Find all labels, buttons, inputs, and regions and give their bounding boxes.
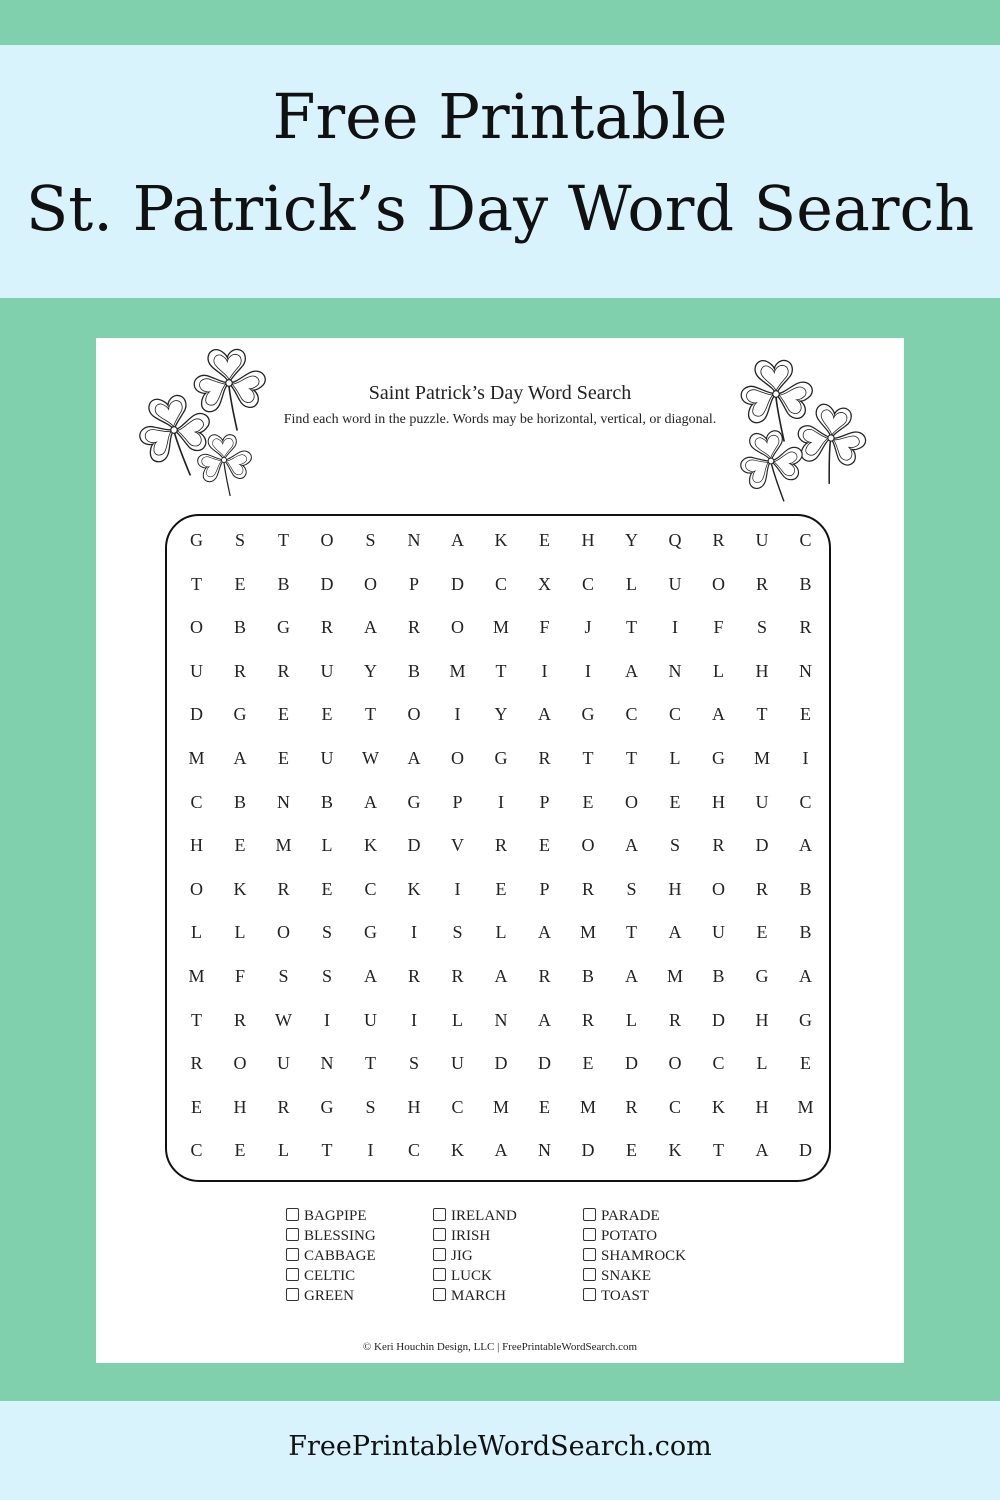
grid-letter: D bbox=[451, 573, 465, 594]
grid-letter: Y bbox=[494, 704, 509, 725]
grid-letter: O bbox=[277, 922, 291, 943]
copyright-footer: © Keri Houchin Design, LLC | FreePrintableWordSearch.com bbox=[362, 1341, 638, 1353]
grid-letter: C bbox=[190, 1140, 204, 1161]
checkbox[interactable] bbox=[433, 1228, 446, 1241]
grid-letter: R bbox=[277, 878, 291, 899]
grid-letter: A bbox=[538, 704, 552, 725]
grid-letter: H bbox=[755, 660, 770, 681]
grid-letter: R bbox=[320, 617, 334, 638]
word-list-item bbox=[433, 1206, 517, 1226]
word-list-item bbox=[583, 1246, 686, 1266]
grid-letter: C bbox=[712, 1053, 726, 1074]
word-label: TOAST bbox=[601, 1288, 650, 1304]
grid-letter: N bbox=[494, 1009, 509, 1030]
grid-letter: I bbox=[411, 922, 418, 943]
grid-letter: D bbox=[712, 1009, 726, 1030]
grid-letter: H bbox=[712, 791, 726, 812]
word-label: CELTIC bbox=[304, 1268, 356, 1284]
word-list-item bbox=[583, 1266, 686, 1286]
grid-letter: G bbox=[494, 748, 509, 768]
grid-letter: S bbox=[365, 1096, 377, 1117]
grid-letter: T bbox=[713, 1140, 725, 1161]
grid-letter: B bbox=[233, 791, 247, 812]
grid-letter: H bbox=[755, 1009, 770, 1030]
grid-letter: M bbox=[188, 748, 206, 768]
grid-letter: G bbox=[320, 1096, 335, 1117]
grid-letter: C bbox=[407, 1140, 421, 1161]
grid-letter: C bbox=[451, 1096, 465, 1117]
grid-letter: M bbox=[579, 922, 597, 943]
word-list-item bbox=[583, 1226, 686, 1246]
grid-letter: T bbox=[321, 1140, 334, 1161]
grid-letter: C bbox=[668, 1096, 682, 1117]
grid-letter: O bbox=[625, 791, 639, 812]
grid-row bbox=[175, 780, 825, 824]
grid-letter: N bbox=[799, 660, 813, 681]
grid-letter: E bbox=[539, 835, 551, 856]
word-list-column bbox=[583, 1206, 686, 1306]
grid-letter: W bbox=[275, 1009, 293, 1030]
grid-letter: E bbox=[669, 791, 682, 812]
grid-letter: E bbox=[626, 1140, 638, 1161]
grid-letter: D bbox=[190, 704, 204, 725]
grid-letter: M bbox=[188, 966, 206, 986]
grid-letter: O bbox=[712, 573, 726, 594]
grid-letter: S bbox=[321, 922, 333, 943]
grid-row bbox=[175, 518, 825, 562]
grid-row bbox=[175, 1041, 825, 1085]
grid-letter: O bbox=[320, 530, 335, 550]
grid-letter: U bbox=[277, 1053, 291, 1074]
grid-letter: C bbox=[799, 791, 813, 812]
checkbox[interactable] bbox=[433, 1248, 446, 1261]
grid-letter: I bbox=[411, 1009, 418, 1030]
checkbox[interactable] bbox=[583, 1288, 596, 1301]
grid-letter: F bbox=[713, 617, 725, 638]
grid-letter: M bbox=[666, 966, 684, 986]
grid-letter: R bbox=[277, 1096, 291, 1117]
grid-letter: R bbox=[712, 835, 726, 856]
grid-letter: U bbox=[320, 660, 335, 681]
grid-letter: U bbox=[190, 660, 204, 681]
grid-letter: T bbox=[365, 1053, 377, 1074]
grid-letter: A bbox=[407, 748, 422, 768]
grid-letter: L bbox=[669, 748, 682, 768]
grid-letter: E bbox=[539, 1096, 551, 1117]
grid-letter: U bbox=[451, 1053, 465, 1074]
word-label: POTATO bbox=[601, 1228, 658, 1244]
grid-letter: D bbox=[581, 1140, 596, 1161]
grid-letter: L bbox=[191, 922, 203, 943]
grid-row bbox=[175, 736, 825, 780]
letter-grid bbox=[175, 518, 825, 1168]
grid-letter: R bbox=[581, 1009, 595, 1030]
grid-letter: A bbox=[668, 922, 683, 943]
grid-letter: P bbox=[539, 791, 551, 812]
grid-letter: M bbox=[753, 748, 771, 768]
grid-letter: N bbox=[668, 660, 683, 681]
grid-letter: R bbox=[625, 1096, 639, 1117]
grid-row bbox=[175, 1128, 825, 1172]
word-label: SHAMROCK bbox=[601, 1248, 687, 1264]
grid-letter: G bbox=[581, 704, 596, 725]
grid-letter: L bbox=[278, 1140, 290, 1161]
grid-letter: Y bbox=[625, 530, 639, 550]
grid-letter: A bbox=[755, 1140, 770, 1161]
word-list-item bbox=[433, 1246, 517, 1266]
grid-letter: D bbox=[320, 573, 335, 594]
checkbox[interactable] bbox=[286, 1228, 299, 1241]
grid-letter: C bbox=[581, 573, 595, 594]
word-list-item bbox=[286, 1246, 376, 1266]
grid-letter: M bbox=[492, 617, 510, 638]
grid-letter: E bbox=[234, 1140, 247, 1161]
grid-letter: L bbox=[321, 835, 334, 856]
grid-letter: E bbox=[321, 704, 334, 725]
grid-letter: H bbox=[668, 878, 683, 899]
grid-letter: A bbox=[712, 704, 726, 725]
word-label: BLESSING bbox=[304, 1228, 376, 1244]
grid-letter: O bbox=[712, 878, 726, 899]
grid-letter: D bbox=[407, 835, 422, 856]
grid-letter: E bbox=[800, 1053, 812, 1074]
word-list-item bbox=[286, 1226, 376, 1246]
grid-letter: S bbox=[321, 966, 333, 986]
grid-letter: T bbox=[626, 922, 638, 943]
checkbox[interactable] bbox=[286, 1208, 299, 1221]
grid-letter: O bbox=[233, 1053, 248, 1074]
grid-letter: C bbox=[668, 704, 682, 725]
word-label: BAGPIPE bbox=[304, 1208, 367, 1224]
grid-letter: L bbox=[756, 1053, 769, 1074]
grid-letter: K bbox=[712, 1096, 726, 1117]
grid-letter: A bbox=[625, 966, 639, 986]
grid-letter: I bbox=[802, 748, 810, 768]
grid-letter: S bbox=[452, 922, 464, 943]
grid-letter: D bbox=[494, 1053, 509, 1074]
grid-letter: T bbox=[582, 748, 595, 768]
sheet-instructions: Find each word in the puzzle. Words may be horizontal, vertical, or diagonal. bbox=[283, 412, 717, 427]
grid-letter: N bbox=[320, 1053, 335, 1074]
grid-letter: E bbox=[278, 748, 290, 768]
grid-letter: G bbox=[364, 922, 378, 943]
word-label: PARADE bbox=[601, 1208, 660, 1224]
grid-letter: G bbox=[755, 966, 770, 986]
grid-letter: T bbox=[756, 704, 769, 725]
grid-letter: R bbox=[712, 530, 726, 550]
grid-letter: T bbox=[191, 573, 203, 594]
grid-letter: B bbox=[799, 573, 813, 594]
grid-letter: W bbox=[362, 748, 380, 768]
grid-letter: B bbox=[233, 617, 247, 638]
grid-letter: O bbox=[364, 573, 378, 594]
grid-row bbox=[175, 605, 825, 649]
grid-letter: D bbox=[625, 1053, 639, 1074]
grid-letter: G bbox=[712, 748, 726, 768]
grid-letter: U bbox=[712, 922, 726, 943]
checkbox[interactable] bbox=[583, 1248, 596, 1261]
grid-letter: B bbox=[581, 966, 595, 986]
grid-letter: L bbox=[713, 660, 725, 681]
grid-letter: I bbox=[541, 660, 549, 681]
grid-letter: O bbox=[407, 704, 422, 725]
grid-letter: U bbox=[668, 573, 683, 594]
grid-letter: R bbox=[538, 966, 552, 986]
grid-letter: R bbox=[233, 1009, 247, 1030]
grid-letter: D bbox=[799, 1140, 813, 1161]
grid-letter: E bbox=[800, 704, 812, 725]
grid-letter: E bbox=[582, 791, 595, 812]
grid-letter: D bbox=[538, 1053, 552, 1074]
word-list-item bbox=[286, 1286, 376, 1306]
grid-row bbox=[175, 823, 825, 867]
grid-letter: M bbox=[579, 1096, 597, 1117]
grid-letter: A bbox=[364, 791, 378, 812]
grid-row bbox=[175, 692, 825, 736]
grid-letter: R bbox=[407, 966, 421, 986]
grid-letter: E bbox=[321, 878, 334, 899]
grid-letter: O bbox=[190, 878, 204, 899]
grid-letter: J bbox=[584, 617, 593, 638]
site-url[interactable]: FreePrintableWordSearch.com bbox=[288, 1431, 712, 1462]
grid-letter: O bbox=[190, 617, 204, 638]
grid-letter: A bbox=[625, 835, 639, 856]
grid-letter: M bbox=[449, 660, 467, 681]
grid-letter: A bbox=[364, 966, 378, 986]
grid-letter: A bbox=[538, 1009, 552, 1030]
shamrock-cluster-right bbox=[736, 346, 886, 511]
grid-letter: U bbox=[755, 791, 770, 812]
grid-letter: K bbox=[668, 1140, 683, 1161]
grid-letter: T bbox=[626, 748, 638, 768]
grid-letter: K bbox=[407, 878, 422, 899]
grid-letter: T bbox=[278, 530, 290, 550]
word-list-item bbox=[433, 1226, 517, 1246]
grid-row bbox=[175, 867, 825, 911]
grid-letter: K bbox=[364, 835, 378, 856]
grid-letter: H bbox=[581, 530, 596, 550]
grid-letter: T bbox=[495, 660, 508, 681]
grid-letter: E bbox=[756, 922, 769, 943]
grid-letter: B bbox=[712, 966, 726, 986]
grid-letter: H bbox=[233, 1096, 248, 1117]
grid-letter: B bbox=[799, 878, 813, 899]
word-label: IRISH bbox=[451, 1228, 491, 1244]
grid-letter: G bbox=[799, 1009, 813, 1030]
grid-letter: I bbox=[454, 704, 462, 725]
checkbox[interactable] bbox=[286, 1288, 299, 1301]
grid-letter: I bbox=[324, 1009, 331, 1030]
word-list-item bbox=[583, 1286, 686, 1306]
checkbox[interactable] bbox=[433, 1288, 446, 1301]
sheet-title: Saint Patrick’s Day Word Search bbox=[368, 382, 632, 404]
checkbox[interactable] bbox=[433, 1268, 446, 1281]
header-title-line1: Free Printable bbox=[272, 80, 728, 153]
grid-letter: S bbox=[365, 530, 377, 550]
grid-letter: C bbox=[799, 530, 813, 550]
grid-letter: L bbox=[234, 922, 247, 943]
grid-letter: R bbox=[277, 660, 291, 681]
grid-letter: B bbox=[277, 573, 291, 594]
grid-row bbox=[175, 649, 825, 693]
grid-letter: E bbox=[582, 1053, 595, 1074]
grid-letter: H bbox=[755, 1096, 770, 1117]
grid-letter: U bbox=[364, 1009, 378, 1030]
grid-letter: Y bbox=[364, 660, 378, 681]
grid-letter: S bbox=[278, 966, 290, 986]
grid-letter: R bbox=[755, 878, 769, 899]
grid-letter: A bbox=[494, 1140, 509, 1161]
grid-letter: A bbox=[625, 660, 639, 681]
grid-letter: P bbox=[408, 573, 420, 594]
word-list-column bbox=[433, 1206, 517, 1306]
word-list-item bbox=[286, 1266, 376, 1286]
word-label: CABBAGE bbox=[304, 1248, 376, 1264]
word-label: JIG bbox=[451, 1248, 473, 1264]
grid-letter: N bbox=[538, 1140, 552, 1161]
grid-letter: E bbox=[234, 835, 247, 856]
grid-letter: I bbox=[367, 1140, 375, 1161]
grid-letter: L bbox=[626, 1009, 638, 1030]
word-list-column bbox=[286, 1206, 376, 1306]
grid-row bbox=[175, 954, 825, 998]
header-title-line2: St. Patrick’s Day Word Search bbox=[25, 172, 975, 245]
grid-letter: M bbox=[797, 1096, 815, 1117]
checkbox[interactable] bbox=[433, 1208, 446, 1221]
grid-letter: A bbox=[451, 530, 465, 550]
word-label: GREEN bbox=[304, 1288, 354, 1304]
grid-row bbox=[175, 998, 825, 1042]
grid-letter: E bbox=[495, 878, 508, 899]
grid-letter: A bbox=[538, 922, 552, 943]
grid-letter: R bbox=[581, 878, 595, 899]
word-label: LUCK bbox=[451, 1268, 492, 1284]
grid-letter: F bbox=[539, 617, 551, 638]
grid-letter: G bbox=[407, 791, 422, 812]
grid-letter: B bbox=[407, 660, 421, 681]
grid-letter: S bbox=[626, 878, 638, 899]
grid-letter: O bbox=[581, 835, 596, 856]
grid-letter: S bbox=[408, 1053, 420, 1074]
grid-letter: E bbox=[191, 1096, 203, 1117]
grid-letter: H bbox=[407, 1096, 422, 1117]
grid-letter: B bbox=[799, 922, 813, 943]
grid-letter: R bbox=[755, 573, 769, 594]
grid-letter: N bbox=[407, 530, 422, 550]
grid-letter: D bbox=[755, 835, 770, 856]
grid-letter: T bbox=[365, 704, 377, 725]
grid-letter: C bbox=[190, 791, 204, 812]
checkbox[interactable] bbox=[583, 1208, 596, 1221]
word-list-item bbox=[433, 1266, 517, 1286]
word-label: IRELAND bbox=[451, 1208, 517, 1224]
grid-letter: I bbox=[672, 617, 679, 638]
word-label: SNAKE bbox=[601, 1268, 652, 1284]
grid-letter: G bbox=[190, 530, 204, 550]
grid-letter: V bbox=[451, 835, 465, 856]
grid-letter: M bbox=[492, 1096, 510, 1117]
grid-letter: E bbox=[234, 573, 247, 594]
grid-letter: A bbox=[233, 748, 248, 768]
grid-letter: A bbox=[799, 835, 813, 856]
grid-letter: A bbox=[494, 966, 509, 986]
grid-letter: O bbox=[668, 1053, 683, 1074]
grid-row bbox=[175, 562, 825, 606]
grid-letter: I bbox=[585, 660, 592, 681]
grid-letter: T bbox=[626, 617, 638, 638]
grid-row bbox=[175, 910, 825, 954]
grid-letter: R bbox=[799, 617, 813, 638]
checkbox[interactable] bbox=[286, 1248, 299, 1261]
grid-letter: E bbox=[539, 530, 551, 550]
grid-letter: R bbox=[451, 966, 465, 986]
grid-letter: G bbox=[233, 704, 248, 725]
grid-letter: F bbox=[234, 966, 246, 986]
grid-letter: A bbox=[799, 966, 813, 986]
grid-letter: K bbox=[451, 1140, 465, 1161]
checkbox[interactable] bbox=[583, 1268, 596, 1281]
grid-letter: K bbox=[233, 878, 248, 899]
grid-letter: O bbox=[451, 748, 465, 768]
grid-letter: H bbox=[190, 835, 204, 856]
grid-letter: S bbox=[234, 530, 246, 550]
checkbox[interactable] bbox=[286, 1268, 299, 1281]
grid-letter: X bbox=[538, 573, 552, 594]
word-list-item bbox=[433, 1286, 517, 1306]
grid-letter: R bbox=[668, 1009, 682, 1030]
grid-letter: R bbox=[494, 835, 508, 856]
grid-letter: U bbox=[320, 748, 335, 768]
printable-sheet bbox=[96, 338, 904, 1363]
grid-letter: R bbox=[233, 660, 247, 681]
grid-letter: O bbox=[451, 617, 465, 638]
grid-letter: S bbox=[756, 617, 768, 638]
grid-letter: N bbox=[277, 791, 291, 812]
grid-letter: I bbox=[454, 878, 462, 899]
grid-letter: K bbox=[494, 530, 509, 550]
grid-letter: E bbox=[278, 704, 290, 725]
grid-row bbox=[175, 1085, 825, 1129]
grid-letter: Q bbox=[668, 530, 683, 550]
grid-letter: C bbox=[494, 573, 508, 594]
checkbox[interactable] bbox=[583, 1228, 596, 1241]
grid-letter: M bbox=[275, 835, 293, 856]
grid-letter: T bbox=[191, 1009, 203, 1030]
word-label: MARCH bbox=[451, 1288, 507, 1304]
grid-letter: P bbox=[452, 791, 464, 812]
grid-letter: L bbox=[626, 573, 638, 594]
grid-letter: L bbox=[452, 1009, 464, 1030]
grid-letter: I bbox=[498, 791, 505, 812]
grid-letter: R bbox=[407, 617, 421, 638]
grid-letter: S bbox=[669, 835, 681, 856]
grid-letter: C bbox=[625, 704, 639, 725]
word-list-item bbox=[583, 1206, 686, 1226]
grid-letter: L bbox=[495, 922, 508, 943]
grid-letter: P bbox=[539, 878, 551, 899]
grid-letter: A bbox=[364, 617, 378, 638]
grid-letter: G bbox=[277, 617, 291, 638]
grid-letter: C bbox=[364, 878, 378, 899]
grid-letter: R bbox=[190, 1053, 204, 1074]
grid-letter: R bbox=[538, 748, 552, 768]
grid-letter: U bbox=[755, 530, 770, 550]
grid-letter: B bbox=[320, 791, 334, 812]
word-list-item bbox=[286, 1206, 376, 1226]
